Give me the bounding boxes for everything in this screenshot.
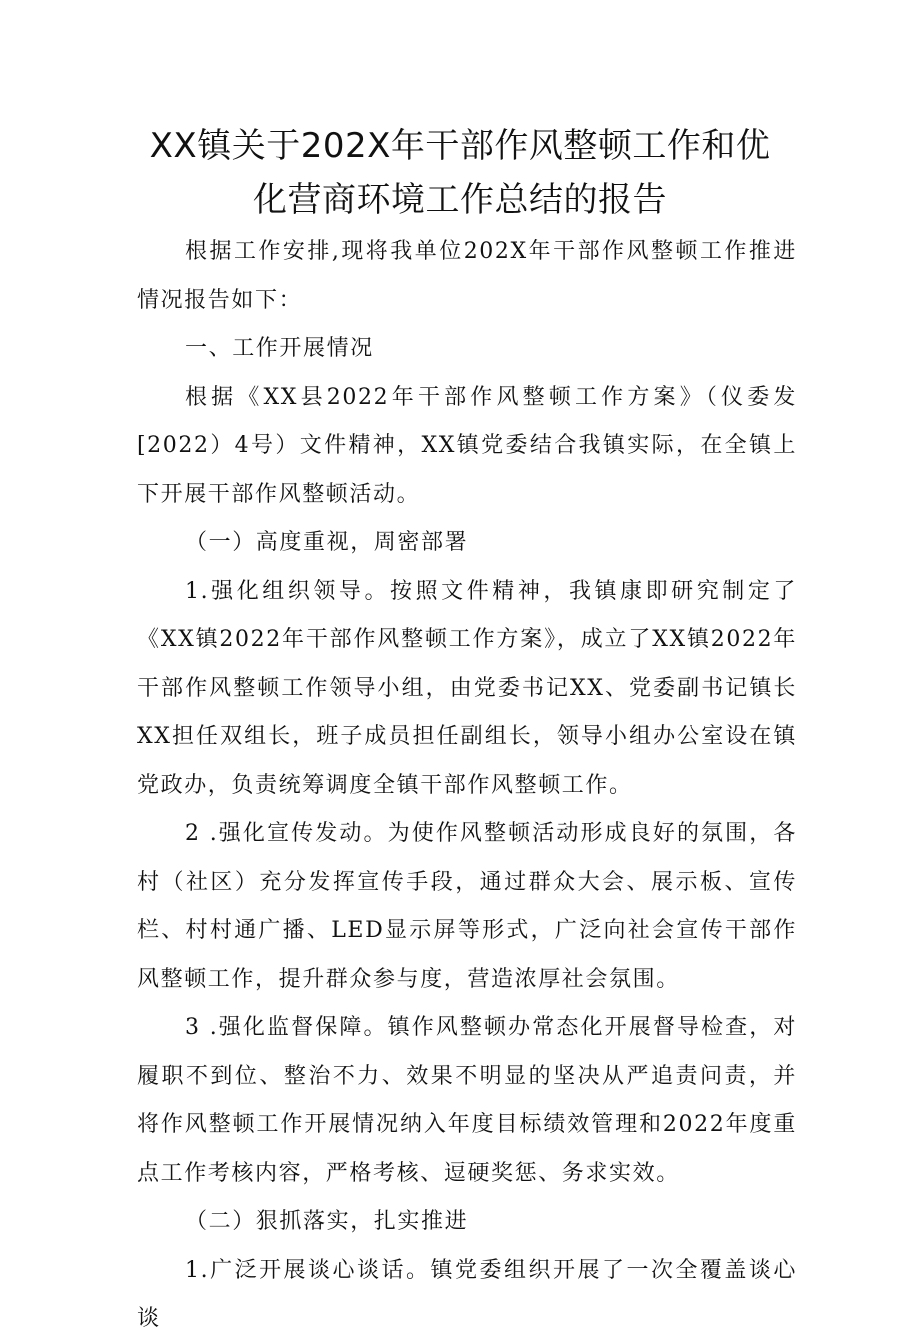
paragraph: 2 .强化宣传发动。为使作风整顿活动形成良好的氛围，各村（社区）充分发挥宣传手段，通过群众大会、展示板、宣传栏、村村通广播、LED显示屏等形式，广泛向社会宣传干部作风整顿工作，提升群众参与度，营造浓厚社会氛围。 (137, 821, 797, 992)
document-title-line-2: 化营商环境工作总结的报告 (253, 180, 667, 220)
subsection-heading-1: （一）高度重视，周密部署 (185, 530, 469, 555)
subsection-heading-2: （二）狠抓落实，扎实推进 (185, 1209, 469, 1234)
document-title-line-1: XX镇关于202X年干部作风整顿工作和优 (149, 126, 771, 166)
paragraph: 3 .强化监督保障。镇作风整顿办常态化开展督导检查，对履职不到位、整治不力、效果不明显的坚决从严追责问责，并将作风整顿工作开展情况纳入年度目标绩效管理和2022年度重点工作考核内容，严格考核、逗硬奖惩、务求实效。 (137, 1015, 797, 1186)
paragraph: 根据《XX县2022年干部作风整顿工作方案》（仪委发[2022）4号）文件精神，XX镇党委结合我镇实际，在全镇上下开展干部作风整顿活动。 (137, 384, 797, 507)
paragraph: 1.强化组织领导。按照文件精神，我镇康即研究制定了《XX镇2022年干部作风整顿工作方案》，成立了XX镇2022年干部作风整顿工作领导小组，由党委书记XX、党委副书记镇长XX担任双组长，班子成员担任副组长，领导小组办公室设在镇党政办，负责统筹调度全镇干部作风整顿工作。 (137, 578, 797, 798)
section-heading-1: 一、工作开展情况 (185, 336, 374, 361)
document-body (137, 228, 797, 1344)
intro-paragraph: 根据工作安排,现将我单位202X年干部作风整顿工作推进情况报告如下： (137, 239, 797, 313)
paragraph: 1.广泛开展谈心谈话。镇党委组织开展了一次全覆盖谈心谈 (137, 1257, 797, 1331)
